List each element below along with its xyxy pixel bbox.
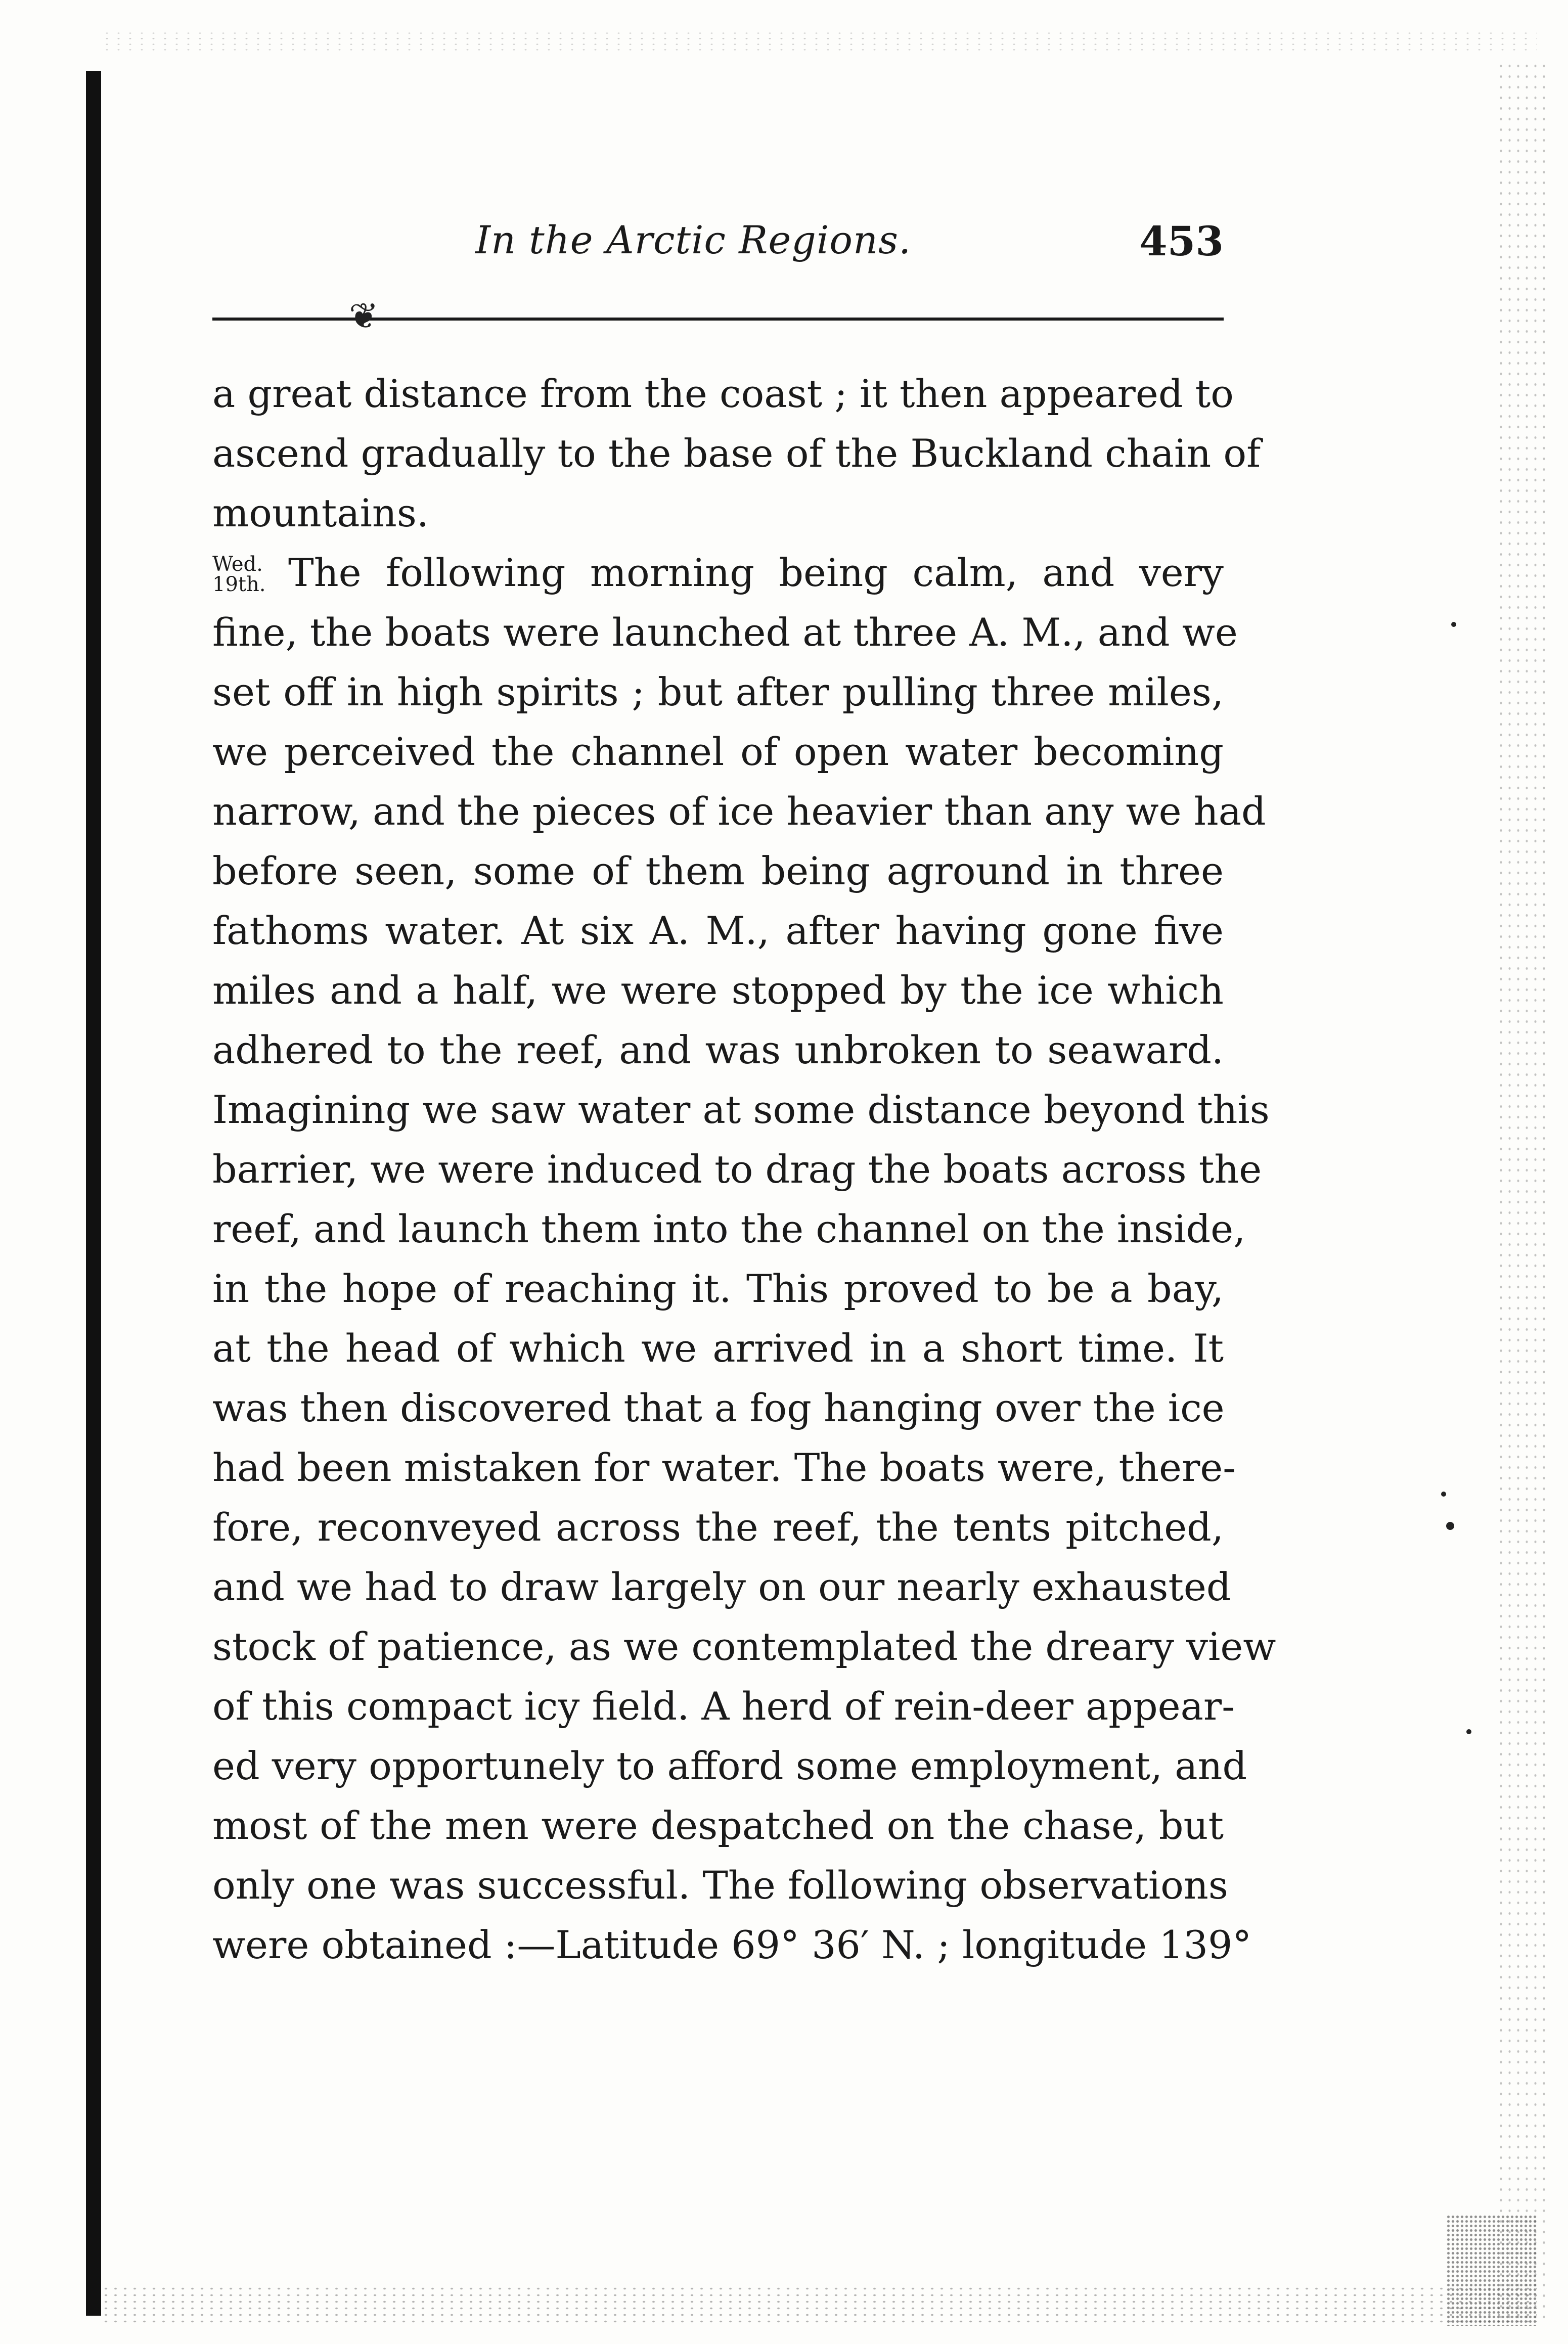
- body-text: [212, 364, 1276, 1975]
- text-line: mountains.: [212, 490, 429, 535]
- text-line: at the head of which we arrived in a short time. It: [212, 1326, 1224, 1371]
- binding-edge: [86, 71, 101, 2316]
- text-line: set off in high spirits ; but after pulling three miles,: [212, 669, 1224, 714]
- text-line: Imagining we saw water at some distance beyond this: [212, 1087, 1270, 1132]
- text-line: stock of patience, as we contemplated the dreary view: [212, 1624, 1276, 1669]
- paragraph-start: [212, 543, 1224, 603]
- text-line: had been mistaken for water. The boats were, there-: [212, 1445, 1236, 1490]
- text-line: fine, the boats were launched at three A. M., and we: [212, 610, 1238, 655]
- scan-corner-smudge: [1446, 2215, 1537, 2326]
- text-line: fathoms water. At six A. M., after having gone five: [212, 908, 1224, 953]
- text-line: was then discovered that a fog hanging over the ice: [212, 1385, 1225, 1430]
- text-line: we perceived the channel of open water becoming: [212, 729, 1224, 774]
- text-line: The following morning being calm, and very: [288, 550, 1224, 595]
- text-line: most of the men were despatched on the chase, but: [212, 1803, 1224, 1848]
- scan-noise-bottom: [101, 2285, 1537, 2326]
- text-line: ascend gradually to the base of the Buckland chain of: [212, 431, 1261, 476]
- text-line: narrow, and the pieces of ice heavier than any we had: [212, 789, 1266, 834]
- text-line: a great distance from the coast ; it then appeared to: [212, 371, 1234, 416]
- text-line: adhered to the reef, and was unbroken to seaward.: [212, 1027, 1224, 1072]
- text-line: in the hope of reaching it. This proved to be a bay,: [212, 1266, 1224, 1311]
- margin-note-date: [212, 554, 288, 595]
- running-title: In the Arctic Regions.: [475, 217, 912, 262]
- running-head: [212, 217, 1224, 273]
- scan-noise-right: [1497, 61, 1547, 2326]
- margin-note-day: Wed.: [212, 553, 263, 576]
- text-line: and we had to draw largely on our nearly exhausted: [212, 1564, 1231, 1609]
- text-line: barrier, we were induced to drag the boats across the: [212, 1147, 1262, 1192]
- scan-noise-top: [101, 30, 1537, 51]
- text-line: ed very opportunely to afford some employment, and: [212, 1743, 1247, 1788]
- scan-dot: [1466, 1729, 1471, 1734]
- scan-dot: [1451, 622, 1456, 627]
- scan-dot: [1446, 1522, 1454, 1530]
- text-line: miles and a half, we were stopped by the ice which: [212, 968, 1224, 1013]
- text-line: were obtained :—Latitude 69° 36′ N. ; longitude 139°: [212, 1922, 1252, 1967]
- scan-dot: [1441, 1492, 1446, 1497]
- fleuron-ornament: ❦: [349, 295, 379, 337]
- text-line: of this compact icy field. A herd of rein-deer appear-: [212, 1684, 1235, 1729]
- text-line: fore, reconveyed across the reef, the tents pitched,: [212, 1505, 1224, 1550]
- text-line: before seen, some of them being aground in three: [212, 848, 1224, 893]
- page-number: 453: [1139, 217, 1224, 265]
- text-line: only one was successful. The following observations: [212, 1863, 1228, 1908]
- margin-note-date-value: 19th.: [212, 573, 266, 596]
- text-line: reef, and launch them into the channel on the inside,: [212, 1206, 1246, 1251]
